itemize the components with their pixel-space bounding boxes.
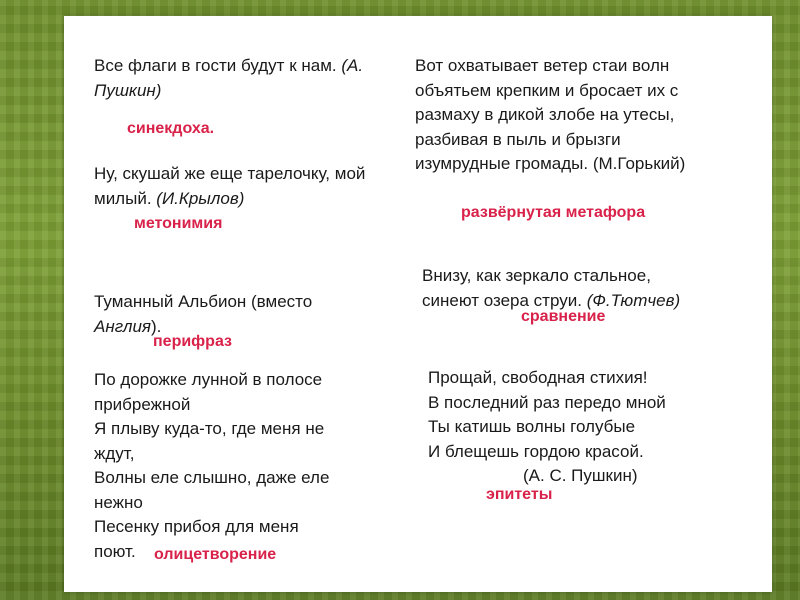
poem-line: Песенку прибоя для меня (94, 517, 299, 536)
quote-line: размаху в дикой злобе на утесы, (415, 105, 675, 124)
quote-author: (И.Крылов) (156, 188, 245, 208)
label-personification: олицетворение (154, 546, 277, 563)
quote-author: (А. Пушкин) (94, 56, 364, 100)
label-synecdoche: синекдоха. (127, 120, 215, 137)
poem-pushkin-sea (428, 366, 748, 489)
quote-krylov (94, 162, 419, 211)
quote-line: Внизу, как зеркало стальное, (422, 266, 651, 285)
quote-author: (Ф.Тютчев) (586, 290, 681, 310)
quote-line: изумрудные громады. (М.Горький) (415, 154, 686, 173)
label-metonymy: метонимия (134, 215, 223, 232)
label-comparison: сравнение (521, 308, 606, 325)
poem-line: Ты катишь волны голубые (428, 417, 636, 436)
quote-gorky (415, 54, 760, 177)
quote-text: синеют озера струи. (422, 290, 582, 310)
quote-text-end: ). (151, 316, 162, 336)
label-periphrasis: перифраз (153, 333, 232, 350)
poem-line: Я плыву куда-то, где меня не (94, 419, 325, 438)
quote-tyutchev (422, 264, 742, 313)
poem-author: (А. С. Пушкин) (523, 466, 638, 485)
poem-line: В последний раз передо мной (428, 392, 666, 412)
quote-line: объятьем крепким и бросает их с (415, 80, 679, 100)
poem-line: ждут, (94, 443, 135, 463)
quote-pushkin-flags (94, 54, 414, 103)
poem-line: поют. (94, 541, 136, 561)
poem-line: нежно (94, 492, 143, 512)
poem-line: прибрежной (94, 394, 191, 414)
quote-albion (94, 290, 384, 339)
quote-text: Ну, скушай же еще тарелочку, мой милый. (94, 164, 366, 208)
slide (64, 16, 772, 592)
quote-emphasis: Англия (94, 316, 152, 336)
label-epithets: эпитеты (486, 486, 553, 503)
label-extended-metaphor: развёрнутая метафора (461, 204, 646, 221)
poem-line: Прощай, свободная стихия! (428, 368, 648, 387)
poem-lunar-path (94, 368, 394, 564)
quote-text: Все флаги в гости будут к нам. (94, 56, 337, 75)
quote-line: Вот охватывает ветер стаи волн (415, 56, 670, 75)
quote-line: разбивая в пыль и брызги (415, 129, 621, 149)
poem-line: По дорожке лунной в полосе (94, 370, 323, 389)
quote-text: Туманный Альбион (вместо (94, 292, 313, 311)
poem-line: Волны еле слышно, даже еле (94, 468, 330, 487)
poem-line: И блещешь гордою красой. (428, 441, 644, 461)
